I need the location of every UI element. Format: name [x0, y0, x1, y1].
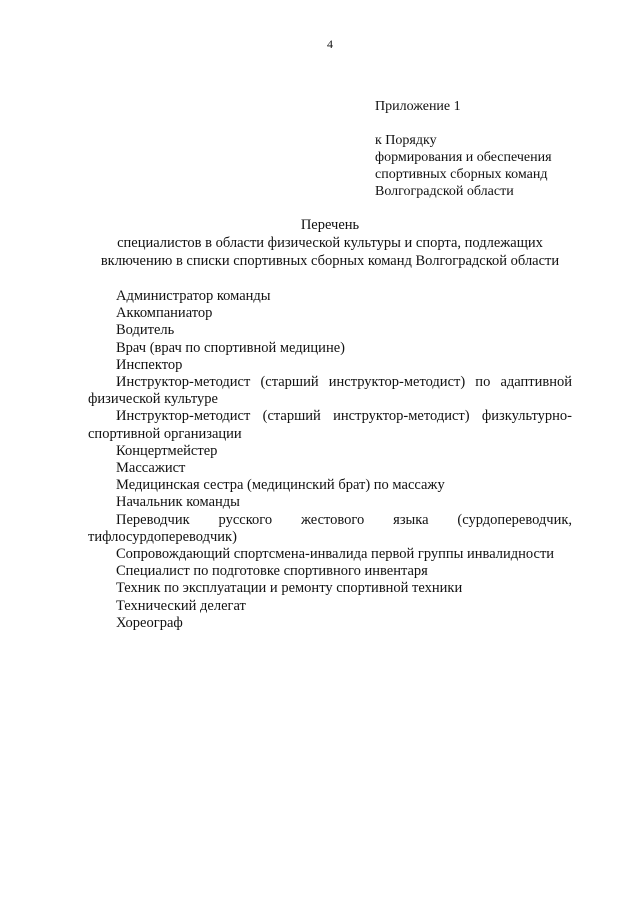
list-item — [88, 563, 572, 580]
appendix-line: к Порядку — [375, 133, 437, 148]
appendix-line: формирования и обеспечения — [375, 150, 552, 165]
list-item-text: Водитель — [116, 322, 175, 339]
list-item-text: Администратор команды — [116, 288, 271, 304]
appendix-line: Волгоградской области — [375, 184, 514, 199]
list-item-text: Врач (врач по спортивной медицине) — [116, 339, 345, 356]
list-item — [88, 374, 572, 408]
list-item-text: Аккомпаниатор — [116, 305, 213, 322]
list-item-continuation: тифлосурдопереводчик) — [88, 528, 237, 545]
list-item-text: Технический делегат — [116, 597, 246, 614]
appendix-gap — [375, 115, 615, 132]
list-item-text: Инструктор-методист (старший инструктор-методист) по адаптивной — [116, 374, 572, 391]
specialist-list — [88, 288, 572, 632]
appendix-line: спортивных сборных команд — [375, 167, 548, 182]
list-item-text: Специалист по подготовке спортивного инвентаря — [116, 563, 428, 580]
list-item — [88, 460, 572, 477]
list-item-text: Массажист — [116, 460, 186, 477]
list-item-continuation: физической культуре — [88, 391, 218, 408]
list-item — [88, 357, 572, 374]
list-item-text: Хореограф — [116, 614, 183, 631]
list-item-text: Концертмейстер — [116, 442, 218, 459]
list-item — [88, 615, 572, 632]
list-item-continuation: спортивной организации — [88, 425, 242, 442]
list-item-text: Медицинская сестра (медицинский брат) по массажу — [116, 477, 445, 494]
list-title-block — [70, 216, 590, 270]
list-heading: Перечень — [300, 217, 360, 233]
appendix-block — [375, 98, 615, 200]
list-item-text: Переводчик русского жестового языка (сурдопереводчик, — [116, 511, 572, 528]
page-number: 4 — [327, 37, 333, 51]
list-item — [88, 546, 572, 563]
list-subheading-line: включению в списки спортивных сборных команд Волгоградской области — [100, 253, 560, 269]
list-item-text: Начальник команды — [116, 494, 240, 511]
appendix-title: Приложение 1 — [375, 99, 461, 114]
list-item — [88, 443, 572, 460]
list-item — [88, 305, 572, 322]
list-item — [88, 477, 572, 494]
list-item — [88, 288, 572, 305]
list-item-text: Инструктор-методист (старший инструктор-методист) физкультурно- — [116, 408, 572, 425]
list-item — [88, 512, 572, 546]
list-item — [88, 494, 572, 511]
list-item — [88, 580, 572, 597]
list-item — [88, 340, 572, 357]
list-item-text: Инспектор — [116, 356, 183, 373]
list-item — [88, 322, 572, 339]
list-item-text: Сопровождающий спортсмена-инвалида первой группы инвалидности — [116, 546, 555, 563]
list-item — [88, 408, 572, 442]
list-item-text: Техник по эксплуатации и ремонту спортивной техники — [116, 580, 463, 597]
list-subheading-line: специалистов в области физической культуры и спорта, подлежащих — [117, 235, 543, 251]
list-item — [88, 598, 572, 615]
